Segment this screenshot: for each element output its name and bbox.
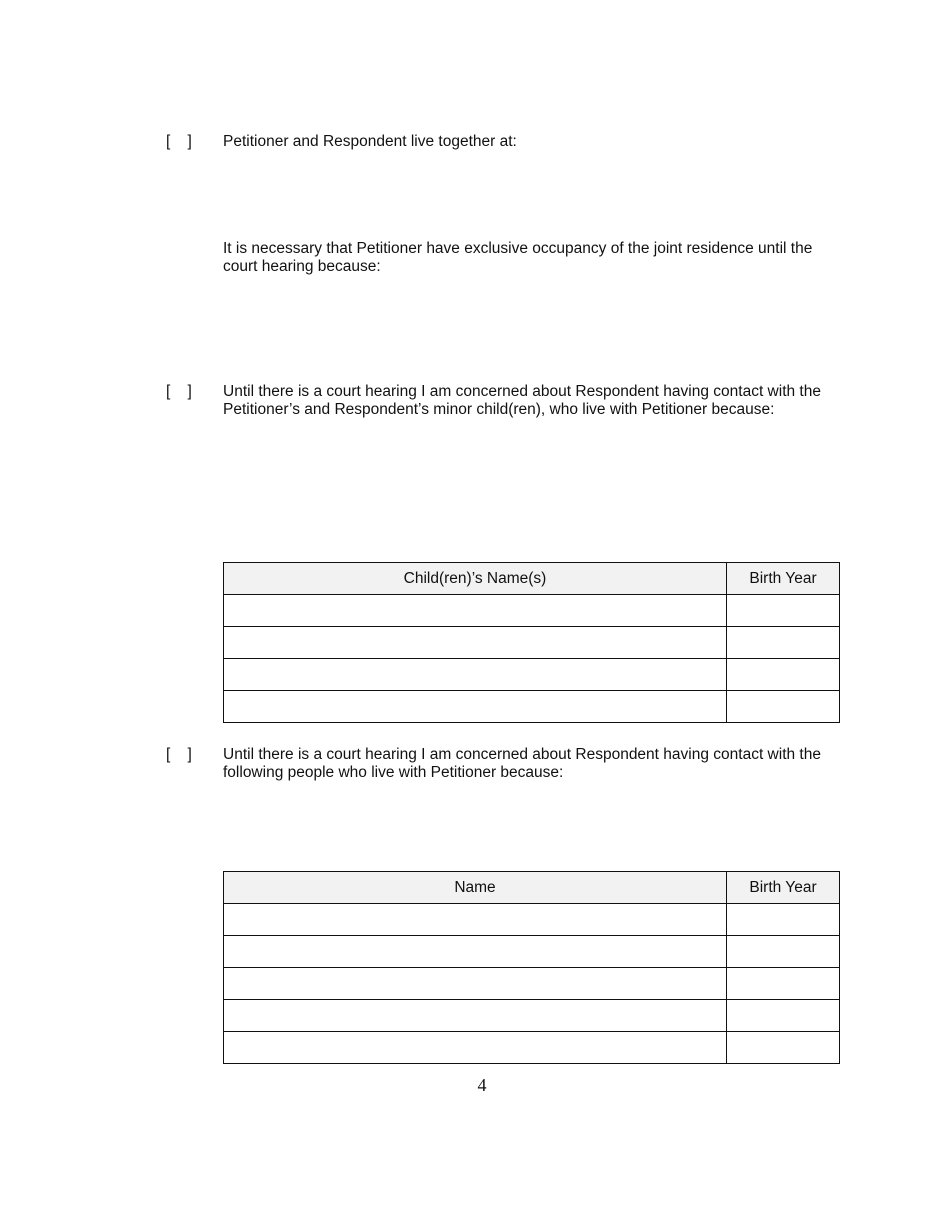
child-birth-year-cell[interactable] [727, 595, 840, 627]
header-birth-year: Birth Year [727, 563, 840, 595]
table-row [224, 1032, 840, 1064]
table-row [224, 659, 840, 691]
checkbox-children-contact[interactable]: [ ] [166, 383, 192, 400]
person-name-cell[interactable] [224, 1000, 727, 1032]
child-birth-year-cell[interactable] [727, 627, 840, 659]
person-name-cell[interactable] [224, 968, 727, 1000]
table-header-row [224, 563, 840, 595]
table-row [224, 936, 840, 968]
person-birth-year-cell[interactable] [727, 968, 840, 1000]
person-birth-year-cell[interactable] [727, 936, 840, 968]
person-name-cell[interactable] [224, 904, 727, 936]
table-row [224, 691, 840, 723]
header-birth-year: Birth Year [727, 872, 840, 904]
joint-residence-statement: Petitioner and Respondent live together at: [223, 133, 517, 150]
table-header-row [224, 872, 840, 904]
checkbox-other-people-contact[interactable]: [ ] [166, 746, 192, 763]
table-row [224, 627, 840, 659]
header-name: Name [224, 872, 727, 904]
page-number: 4 [477, 1075, 487, 1095]
people-table [223, 871, 840, 1064]
person-birth-year-cell[interactable] [727, 1000, 840, 1032]
table-row [224, 904, 840, 936]
child-name-cell[interactable] [224, 595, 727, 627]
person-birth-year-cell[interactable] [727, 1032, 840, 1064]
child-name-cell[interactable] [224, 659, 727, 691]
children-table [223, 562, 840, 723]
exclusive-occupancy-statement: It is necessary that Petitioner have exclusive occupancy of the joint residence until the court hearing because: [223, 240, 813, 275]
table-row [224, 1000, 840, 1032]
child-name-cell[interactable] [224, 627, 727, 659]
children-contact-statement: Until there is a court hearing I am concerned about Respondent having contact with the Petitioner’s and Respondent’s minor child(ren), who live with Petitioner because: [223, 383, 821, 418]
child-name-cell[interactable] [224, 691, 727, 723]
checkbox-joint-residence[interactable]: [ ] [166, 133, 192, 150]
person-birth-year-cell[interactable] [727, 904, 840, 936]
table-row [224, 968, 840, 1000]
other-people-contact-statement: Until there is a court hearing I am concerned about Respondent having contact with the following people who live with Petitioner because: [223, 746, 821, 781]
person-name-cell[interactable] [224, 1032, 727, 1064]
person-name-cell[interactable] [224, 936, 727, 968]
child-birth-year-cell[interactable] [727, 659, 840, 691]
child-birth-year-cell[interactable] [727, 691, 840, 723]
header-child-name: Child(ren)’s Name(s) [224, 563, 727, 595]
table-row [224, 595, 840, 627]
